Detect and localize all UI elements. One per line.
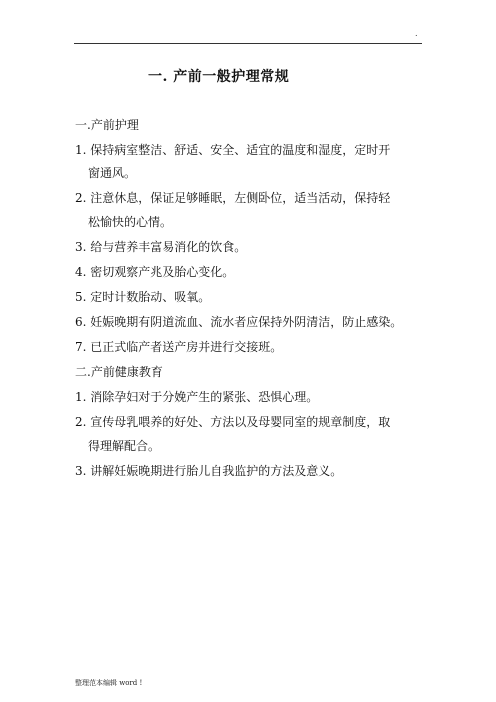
list-item-3: 3. 给与营养丰富易消化的饮食。 — [75, 240, 247, 254]
list-item-2: 2. 注意休息，保证足够睡眠，左侧卧位，适当活动，保持轻 — [75, 191, 391, 205]
header-rule — [74, 43, 422, 44]
list-item-1-continuation: 窗通风。 — [88, 166, 137, 180]
list-item-6: 6. 妊娠晚期有阴道流血、流水者应保持外阴清洁，防止感染。 — [75, 315, 403, 329]
list-item-7: 7. 已正式临产者送产房并进行交接班。 — [75, 340, 283, 354]
header-mark: . — [415, 29, 418, 38]
list-item-1: 1. 保持病室整洁、舒适、安全、适宜的温度和湿度，定时开 — [75, 143, 391, 157]
list-item-2-continuation: 松愉快的心情。 — [88, 215, 173, 229]
page-title: 一. 产前一般护理常规 — [148, 69, 290, 85]
footer-note: 整理范本编辑 word ! — [75, 679, 143, 687]
list-item-4: 4. 密切观察产兆及胎心变化。 — [75, 265, 235, 279]
section-heading-health-education: 二.产前健康教育 — [75, 365, 163, 379]
education-item-2: 2. 宣传母乳喂养的好处、方法以及母婴同室的规章制度，取 — [75, 415, 391, 429]
education-item-1: 1. 消除孕妇对于分娩产生的紧张、恐惧心理。 — [75, 390, 319, 404]
list-item-5: 5. 定时计数胎动、吸氧。 — [75, 290, 211, 304]
education-item-2-continuation: 得理解配合。 — [88, 439, 161, 453]
education-item-3: 3. 讲解妊娠晚期进行胎儿自我监护的方法及意义。 — [75, 464, 343, 478]
section-heading-prenatal-care: 一.产前护理 — [75, 118, 139, 132]
